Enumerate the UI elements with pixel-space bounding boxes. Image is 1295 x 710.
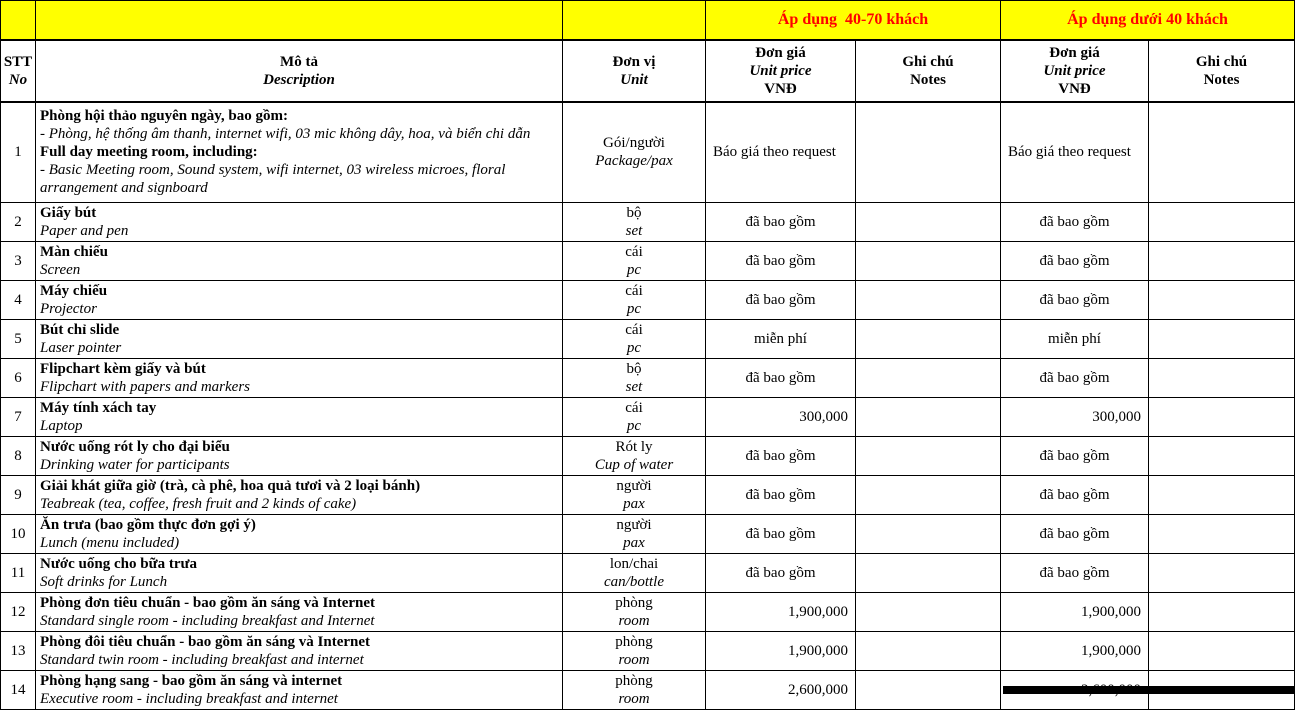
col-header-unit-price-vi: Đơn giá xyxy=(755,44,806,61)
table-row xyxy=(1,242,1295,281)
unit-vi: bộ xyxy=(626,205,642,221)
group-header-40-70[interactable]: Áp dụng 40-70 khách xyxy=(706,1,1001,40)
col-header-unit-price-en: Unit price xyxy=(1043,62,1106,79)
unit-price-40-70-cell[interactable]: 2,600,000 xyxy=(706,671,856,710)
unit-vi: người xyxy=(616,517,652,533)
col-header-description-vi: Mô tả xyxy=(280,53,318,70)
unit-cell[interactable] xyxy=(563,437,706,476)
unit-en: room xyxy=(618,691,650,707)
description-line: Executive room - including breakfast and internet xyxy=(40,691,338,707)
description-line: Bút chỉ slide xyxy=(40,322,120,338)
unit-price-under-40-cell[interactable]: đã bao gồm xyxy=(1001,515,1149,554)
description-cell[interactable] xyxy=(36,437,563,476)
description-line: Paper and pen xyxy=(40,223,129,239)
unit-price-under-40-cell[interactable]: đã bao gồm xyxy=(1001,554,1149,593)
unit-price-under-40-cell[interactable]: 1,900,000 xyxy=(1001,632,1149,671)
stt-cell[interactable]: 14 xyxy=(1,671,36,710)
unit-cell[interactable] xyxy=(563,593,706,632)
unit-price-40-70-cell[interactable]: 300,000 xyxy=(706,398,856,437)
col-header-unit[interactable] xyxy=(563,40,706,102)
unit-en: pax xyxy=(623,535,645,551)
unit-cell[interactable] xyxy=(563,554,706,593)
unit-price-under-40-cell[interactable]: đã bao gồm xyxy=(1001,437,1149,476)
notes-40-70-cell[interactable] xyxy=(856,671,1001,710)
description-cell[interactable] xyxy=(36,398,563,437)
stt-cell[interactable]: 6 xyxy=(1,359,36,398)
description-line: Phòng hội thảo nguyên ngày, bao gồm: xyxy=(40,108,288,125)
unit-vi: cái xyxy=(625,322,643,338)
unit-en: set xyxy=(625,223,643,239)
description-cell[interactable] xyxy=(36,593,563,632)
description-cell[interactable] xyxy=(36,476,563,515)
unit-price-40-70-cell[interactable]: đã bao gồm xyxy=(706,476,856,515)
description-line: Màn chiếu xyxy=(40,244,108,260)
unit-en: pc xyxy=(626,262,642,278)
unit-price-under-40-cell[interactable]: đã bao gồm xyxy=(1001,359,1149,398)
notes-under-40-cell[interactable] xyxy=(1149,102,1295,203)
stt-cell[interactable]: 4 xyxy=(1,281,36,320)
notes-under-40-cell[interactable] xyxy=(1149,515,1295,554)
stt-cell[interactable]: 8 xyxy=(1,437,36,476)
notes-40-70-cell[interactable] xyxy=(856,359,1001,398)
unit-cell[interactable] xyxy=(563,203,706,242)
stt-cell[interactable]: 13 xyxy=(1,632,36,671)
unit-en: room xyxy=(618,652,650,668)
unit-cell[interactable] xyxy=(563,359,706,398)
stt-cell[interactable]: 7 xyxy=(1,398,36,437)
stt-cell[interactable]: 10 xyxy=(1,515,36,554)
unit-cell[interactable] xyxy=(563,476,706,515)
col-header-description[interactable] xyxy=(36,40,563,102)
unit-vi: phòng xyxy=(615,634,653,650)
band-empty-description[interactable] xyxy=(36,1,563,40)
unit-en: can/bottle xyxy=(604,574,664,590)
notes-under-40-cell[interactable] xyxy=(1149,554,1295,593)
description-line: Projector xyxy=(40,301,97,317)
table-row xyxy=(1,281,1295,320)
col-header-unit-price-en: Unit price xyxy=(749,62,812,79)
notes-40-70-cell[interactable] xyxy=(856,632,1001,671)
description-line: Giải khát giữa giờ (trà, cà phê, hoa quả tươi và 2 loại bánh) xyxy=(40,478,421,494)
col-header-notes-under-40[interactable] xyxy=(1149,40,1295,102)
unit-cell[interactable] xyxy=(563,242,706,281)
description-cell[interactable] xyxy=(36,515,563,554)
unit-price-40-70-cell[interactable]: đã bao gồm xyxy=(706,203,856,242)
description-line: - Phòng, hệ thống âm thanh, internet wifi, 03 mic không dây, hoa, và biển chi dẫn xyxy=(40,126,531,143)
table-row xyxy=(1,476,1295,515)
description-cell[interactable] xyxy=(36,554,563,593)
notes-under-40-cell[interactable] xyxy=(1149,632,1295,671)
col-header-unit-en: Unit xyxy=(620,71,648,88)
description-line: Soft drinks for Lunch xyxy=(40,574,168,590)
description-line: Nước uống rót ly cho đại biểu xyxy=(40,439,230,455)
group-header-under-40[interactable]: Áp dụng dưới 40 khách xyxy=(1001,1,1295,40)
table-row xyxy=(1,593,1295,632)
notes-under-40-cell[interactable] xyxy=(1149,242,1295,281)
unit-en: pax xyxy=(623,496,645,512)
stt-cell[interactable]: 11 xyxy=(1,554,36,593)
notes-under-40-cell[interactable] xyxy=(1149,281,1295,320)
unit-price-40-70-cell[interactable]: đã bao gồm xyxy=(706,554,856,593)
unit-price-40-70-cell[interactable]: 1,900,000 xyxy=(706,632,856,671)
unit-cell[interactable] xyxy=(563,320,706,359)
table-row xyxy=(1,320,1295,359)
unit-cell[interactable] xyxy=(563,671,706,710)
notes-40-70-cell[interactable] xyxy=(856,476,1001,515)
table-row xyxy=(1,437,1295,476)
unit-vi: bộ xyxy=(626,361,642,377)
unit-price-under-40-cell[interactable]: đã bao gồm xyxy=(1001,476,1149,515)
table-row xyxy=(1,515,1295,554)
description-line: Máy chiếu xyxy=(40,283,108,299)
notes-under-40-cell[interactable] xyxy=(1149,593,1295,632)
unit-price-40-70-cell[interactable]: đã bao gồm xyxy=(706,281,856,320)
stt-cell[interactable]: 2 xyxy=(1,203,36,242)
unit-cell[interactable] xyxy=(563,398,706,437)
unit-price-40-70-cell[interactable]: đã bao gồm xyxy=(706,515,856,554)
unit-cell[interactable] xyxy=(563,632,706,671)
unit-vi: lon/chai xyxy=(609,556,659,572)
col-header-stt[interactable] xyxy=(1,40,36,102)
col-header-notes-40-70[interactable] xyxy=(856,40,1001,102)
notes-under-40-cell[interactable] xyxy=(1149,398,1295,437)
description-line: - Basic Meeting room, Sound system, wifi internet, 03 wireless microes, floral arrangement and signboard xyxy=(40,162,506,197)
notes-40-70-cell[interactable] xyxy=(856,437,1001,476)
description-line: Nước uống cho bữa trưa xyxy=(40,556,197,572)
column-header-row xyxy=(1,40,1295,102)
description-line: Full day meeting room, including: xyxy=(40,144,258,161)
notes-40-70-cell[interactable] xyxy=(856,242,1001,281)
col-header-unit-vi: Đơn vị xyxy=(612,53,656,70)
unit-price-under-40-cell[interactable]: Báo giá theo request xyxy=(1001,102,1149,203)
unit-price-40-70-cell[interactable]: 1,900,000 xyxy=(706,593,856,632)
unit-vi: phòng xyxy=(615,595,653,611)
notes-40-70-cell[interactable] xyxy=(856,320,1001,359)
description-cell[interactable] xyxy=(36,359,563,398)
unit-cell[interactable] xyxy=(563,515,706,554)
description-line: Lunch (menu included) xyxy=(40,535,180,551)
description-line: Phòng đơn tiêu chuẩn - bao gồm ăn sáng và Internet xyxy=(40,595,376,611)
col-header-unit-price-40-70[interactable] xyxy=(706,40,856,102)
notes-under-40-cell[interactable] xyxy=(1149,476,1295,515)
notes-under-40-cell[interactable] xyxy=(1149,203,1295,242)
stt-cell[interactable]: 12 xyxy=(1,593,36,632)
description-cell[interactable] xyxy=(36,281,563,320)
col-header-stt-vi: STT xyxy=(3,53,33,70)
unit-en: Package/pax xyxy=(595,153,673,170)
unit-en: pc xyxy=(626,340,642,356)
description-line: Teabreak (tea, coffee, fresh fruit and 2 kinds of cake) xyxy=(40,496,357,512)
unit-price-40-70-cell[interactable]: đã bao gồm xyxy=(706,359,856,398)
stt-cell[interactable]: 3 xyxy=(1,242,36,281)
description-line: Screen xyxy=(40,262,81,278)
col-header-notes-en: Notes xyxy=(1203,71,1240,88)
unit-price-under-40-cell[interactable]: 300,000 xyxy=(1001,398,1149,437)
unit-price-under-40-cell[interactable]: 1,900,000 xyxy=(1001,593,1149,632)
description-line: Drinking water for participants xyxy=(40,457,230,473)
notes-under-40-cell[interactable] xyxy=(1149,359,1295,398)
col-header-unit-price-currency: VNĐ xyxy=(764,80,797,97)
table-row xyxy=(1,554,1295,593)
unit-cell[interactable] xyxy=(563,281,706,320)
description-line: Laser pointer xyxy=(40,340,122,356)
unit-en: Cup of water xyxy=(594,457,674,473)
description-cell[interactable] xyxy=(36,242,563,281)
description-line: Standard single room - including breakfast and Internet xyxy=(40,613,375,629)
unit-price-under-40-cell[interactable]: miễn phí xyxy=(1001,320,1149,359)
description-cell[interactable] xyxy=(36,320,563,359)
unit-en: room xyxy=(618,613,650,629)
col-header-notes-vi: Ghi chú xyxy=(902,53,954,70)
description-cell[interactable] xyxy=(36,102,563,203)
description-line: Standard twin room - including breakfast and internet xyxy=(40,652,364,668)
description-line: Phòng hạng sang - bao gồm ăn sáng và internet xyxy=(40,673,343,689)
description-line: Ăn trưa (bao gồm thực đơn gợi ý) xyxy=(40,517,256,533)
band-empty-unit[interactable] xyxy=(563,1,706,40)
notes-under-40-cell[interactable] xyxy=(1149,437,1295,476)
stt-cell[interactable]: 9 xyxy=(1,476,36,515)
col-header-notes-vi: Ghi chú xyxy=(1195,53,1248,70)
unit-vi: cái xyxy=(625,244,643,260)
band-empty-stt[interactable] xyxy=(1,1,36,40)
bottom-black-bar xyxy=(1003,686,1294,694)
description-line: Flipchart kèm giấy và bút xyxy=(40,361,206,377)
stt-cell[interactable]: 1 xyxy=(1,102,36,203)
col-header-unit-price-vi: Đơn giá xyxy=(1049,44,1100,61)
table-row xyxy=(1,398,1295,437)
description-line: Flipchart with papers and markers xyxy=(40,379,250,395)
notes-40-70-cell[interactable] xyxy=(856,398,1001,437)
stt-cell[interactable]: 5 xyxy=(1,320,36,359)
unit-vi: phòng xyxy=(615,673,653,689)
unit-vi: Rót ly xyxy=(615,439,653,455)
unit-price-40-70-cell[interactable]: Báo giá theo request xyxy=(706,102,856,203)
unit-price-under-40-cell[interactable]: đã bao gồm xyxy=(1001,203,1149,242)
notes-under-40-cell[interactable] xyxy=(1149,320,1295,359)
unit-price-40-70-cell[interactable]: miễn phí xyxy=(706,320,856,359)
unit-vi: cái xyxy=(625,400,643,416)
unit-vi: cái xyxy=(625,283,643,299)
notes-40-70-cell[interactable] xyxy=(856,102,1001,203)
unit-en: pc xyxy=(626,301,642,317)
description-line: Giấy bút xyxy=(40,205,97,221)
group-header-row xyxy=(1,1,1295,40)
col-header-notes-en: Notes xyxy=(910,71,946,88)
unit-en: pc xyxy=(626,418,642,434)
unit-en: set xyxy=(625,379,643,395)
table-row xyxy=(1,359,1295,398)
col-header-description-en: Description xyxy=(263,71,335,88)
unit-price-40-70-cell[interactable]: đã bao gồm xyxy=(706,437,856,476)
description-line: Laptop xyxy=(40,418,83,434)
description-cell[interactable] xyxy=(36,671,563,710)
col-header-unit-price-currency: VNĐ xyxy=(1058,80,1091,97)
unit-price-40-70-cell[interactable]: đã bao gồm xyxy=(706,242,856,281)
notes-40-70-cell[interactable] xyxy=(856,281,1001,320)
unit-price-under-40-cell[interactable]: đã bao gồm xyxy=(1001,281,1149,320)
description-cell[interactable] xyxy=(36,203,563,242)
table-row xyxy=(1,102,1295,203)
description-line: Máy tính xách tay xyxy=(40,400,157,416)
unit-vi: Gói/người xyxy=(603,135,665,152)
description-cell[interactable] xyxy=(36,632,563,671)
table-row xyxy=(1,632,1295,671)
unit-price-under-40-cell[interactable]: đã bao gồm xyxy=(1001,242,1149,281)
table-row xyxy=(1,203,1295,242)
unit-cell[interactable] xyxy=(563,102,706,203)
col-header-unit-price-under-40[interactable] xyxy=(1001,40,1149,102)
notes-40-70-cell[interactable] xyxy=(856,554,1001,593)
col-header-stt-en: No xyxy=(8,71,28,88)
notes-40-70-cell[interactable] xyxy=(856,515,1001,554)
description-line: Phòng đôi tiêu chuẩn - bao gồm ăn sáng và Internet xyxy=(40,634,371,650)
unit-vi: người xyxy=(616,478,652,494)
notes-40-70-cell[interactable] xyxy=(856,593,1001,632)
notes-40-70-cell[interactable] xyxy=(856,203,1001,242)
